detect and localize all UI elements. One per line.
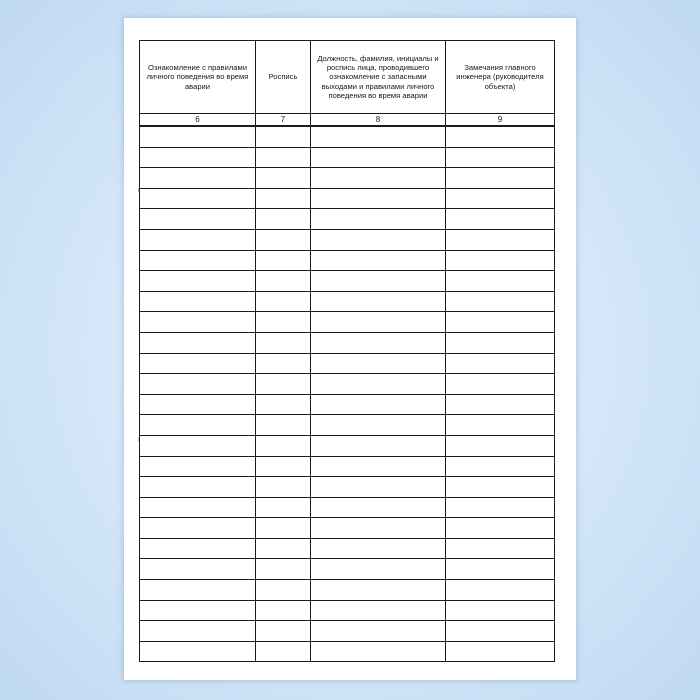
table-cell bbox=[446, 600, 555, 621]
table-cell bbox=[256, 580, 311, 601]
table-row bbox=[140, 332, 555, 353]
column-header-signature: Роспись bbox=[256, 41, 311, 114]
table-row bbox=[140, 271, 555, 292]
table-row bbox=[140, 250, 555, 271]
table-cell bbox=[311, 209, 446, 230]
journal-table bbox=[139, 40, 555, 662]
table-row bbox=[140, 229, 555, 250]
column-header-instructor: Должность, фамилия, инициалы и роспись лица, проводившего ознакомление с запасными выходами и правилами личного поведения во время аварии bbox=[311, 41, 446, 114]
table-cell bbox=[446, 415, 555, 436]
document-page bbox=[124, 18, 576, 680]
table-row bbox=[140, 312, 555, 333]
column-number-row bbox=[140, 114, 555, 127]
table-cell bbox=[256, 147, 311, 168]
table-cell bbox=[446, 209, 555, 230]
table-cell bbox=[446, 477, 555, 498]
table-cell bbox=[311, 188, 446, 209]
table-cell bbox=[140, 271, 256, 292]
table-cell bbox=[446, 497, 555, 518]
table-cell bbox=[446, 188, 555, 209]
table-cell bbox=[311, 456, 446, 477]
table-cell bbox=[256, 621, 311, 642]
table-cell bbox=[446, 538, 555, 559]
table-cell bbox=[140, 353, 256, 374]
table-cell bbox=[256, 271, 311, 292]
column-header-chief-engineer-remarks: Замечания главного инженера (руководителя объекта) bbox=[446, 41, 555, 114]
table-cell bbox=[256, 291, 311, 312]
table-cell bbox=[446, 456, 555, 477]
table-cell bbox=[446, 435, 555, 456]
table-cell bbox=[446, 291, 555, 312]
column-number: 7 bbox=[256, 114, 311, 127]
table-cell bbox=[311, 353, 446, 374]
table-cell bbox=[140, 435, 256, 456]
table-row bbox=[140, 538, 555, 559]
table-cell bbox=[140, 477, 256, 498]
table-row bbox=[140, 477, 555, 498]
table-cell bbox=[446, 332, 555, 353]
table-cell bbox=[256, 312, 311, 333]
table-cell bbox=[446, 168, 555, 189]
table-cell bbox=[311, 477, 446, 498]
table-cell bbox=[311, 538, 446, 559]
table-cell bbox=[311, 415, 446, 436]
table-cell bbox=[311, 559, 446, 580]
table-cell bbox=[140, 518, 256, 539]
table-cell bbox=[140, 621, 256, 642]
table-row bbox=[140, 291, 555, 312]
table-cell bbox=[446, 147, 555, 168]
table-cell bbox=[140, 538, 256, 559]
table-cell bbox=[140, 641, 256, 662]
table-cell bbox=[256, 229, 311, 250]
table-cell bbox=[140, 168, 256, 189]
table-cell bbox=[446, 312, 555, 333]
table-row bbox=[140, 394, 555, 415]
table-row bbox=[140, 147, 555, 168]
table-row bbox=[140, 188, 555, 209]
table-cell bbox=[140, 291, 256, 312]
table-cell bbox=[311, 168, 446, 189]
table-cell bbox=[311, 147, 446, 168]
table-cell bbox=[311, 497, 446, 518]
table-cell bbox=[256, 559, 311, 580]
table-cell bbox=[446, 374, 555, 395]
table-cell bbox=[446, 518, 555, 539]
table-cell bbox=[446, 271, 555, 292]
table-cell bbox=[256, 126, 311, 147]
table-cell bbox=[311, 621, 446, 642]
table-cell bbox=[140, 188, 256, 209]
table-cell bbox=[140, 126, 256, 147]
table-cell bbox=[311, 312, 446, 333]
table-row bbox=[140, 415, 555, 436]
table-cell bbox=[140, 250, 256, 271]
table-cell bbox=[256, 209, 311, 230]
table-cell bbox=[311, 394, 446, 415]
table-cell bbox=[256, 477, 311, 498]
column-number: 8 bbox=[311, 114, 446, 127]
table-cell bbox=[256, 415, 311, 436]
table-cell bbox=[256, 188, 311, 209]
header-row bbox=[140, 41, 555, 114]
table-cell bbox=[311, 600, 446, 621]
table-cell bbox=[311, 126, 446, 147]
column-number: 6 bbox=[140, 114, 256, 127]
table-cell bbox=[446, 229, 555, 250]
table-row bbox=[140, 641, 555, 662]
table-cell bbox=[256, 374, 311, 395]
table-cell bbox=[256, 353, 311, 374]
table-row bbox=[140, 456, 555, 477]
table-cell bbox=[140, 497, 256, 518]
column-header-familiarization: Ознакомление с правилами личного поведения во время аварии bbox=[140, 41, 256, 114]
table-cell bbox=[446, 559, 555, 580]
table-row bbox=[140, 559, 555, 580]
table-cell bbox=[446, 126, 555, 147]
table-cell bbox=[446, 621, 555, 642]
table-cell bbox=[256, 641, 311, 662]
table-cell bbox=[311, 518, 446, 539]
table-cell bbox=[140, 600, 256, 621]
table-cell bbox=[311, 250, 446, 271]
table-cell bbox=[311, 332, 446, 353]
table-cell bbox=[256, 518, 311, 539]
table-cell bbox=[311, 271, 446, 292]
table-cell bbox=[140, 147, 256, 168]
table-cell bbox=[140, 374, 256, 395]
table-cell bbox=[256, 250, 311, 271]
table-row bbox=[140, 126, 555, 147]
table-row bbox=[140, 621, 555, 642]
table-row bbox=[140, 497, 555, 518]
table-row bbox=[140, 435, 555, 456]
table-cell bbox=[446, 353, 555, 374]
table-row bbox=[140, 580, 555, 601]
table-cell bbox=[140, 580, 256, 601]
table-row bbox=[140, 209, 555, 230]
table-cell bbox=[446, 394, 555, 415]
table-cell bbox=[311, 435, 446, 456]
table-cell bbox=[256, 394, 311, 415]
table-cell bbox=[256, 435, 311, 456]
table-cell bbox=[256, 456, 311, 477]
table-cell bbox=[256, 168, 311, 189]
table-row bbox=[140, 168, 555, 189]
table-cell bbox=[256, 497, 311, 518]
table-cell bbox=[140, 229, 256, 250]
table-cell bbox=[256, 332, 311, 353]
table-row bbox=[140, 600, 555, 621]
table-cell bbox=[311, 374, 446, 395]
table-cell bbox=[140, 394, 256, 415]
table-cell bbox=[140, 209, 256, 230]
table-cell bbox=[446, 250, 555, 271]
table-cell bbox=[140, 312, 256, 333]
table-cell bbox=[256, 538, 311, 559]
table-cell bbox=[140, 332, 256, 353]
table-cell bbox=[446, 580, 555, 601]
table-cell bbox=[140, 559, 256, 580]
table-cell bbox=[311, 580, 446, 601]
table-row bbox=[140, 518, 555, 539]
table-cell bbox=[311, 641, 446, 662]
table-cell bbox=[256, 600, 311, 621]
table-cell bbox=[140, 415, 256, 436]
table-row bbox=[140, 353, 555, 374]
table-cell bbox=[311, 229, 446, 250]
table-cell bbox=[446, 641, 555, 662]
table-cell bbox=[140, 456, 256, 477]
table-cell bbox=[311, 291, 446, 312]
table-row bbox=[140, 374, 555, 395]
blank-rows bbox=[140, 126, 555, 662]
column-number: 9 bbox=[446, 114, 555, 127]
